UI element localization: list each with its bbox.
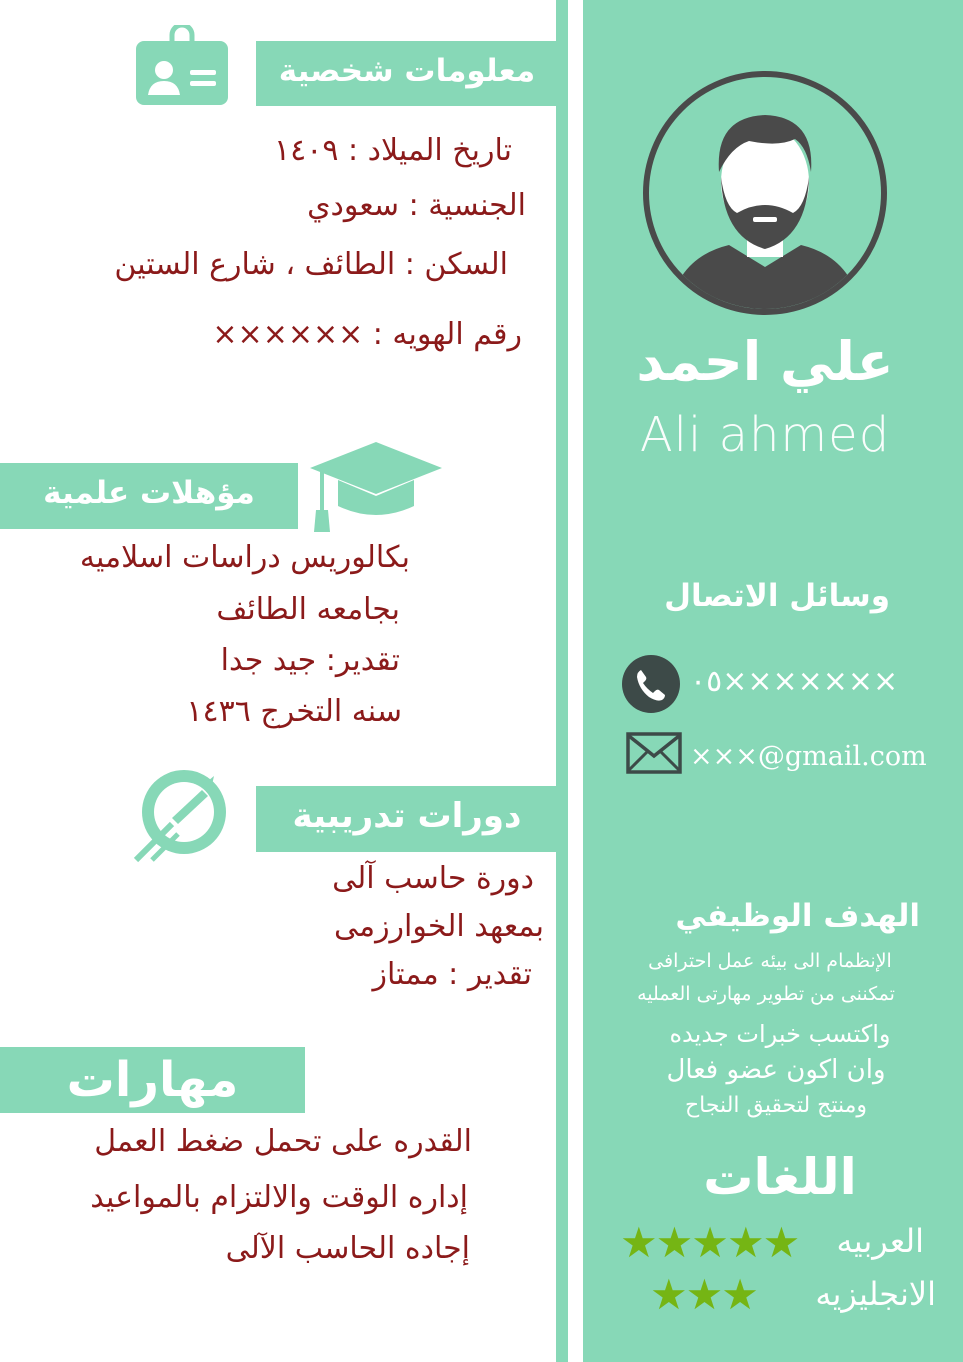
residence: السكن : الطائف ، شارع الستين: [114, 247, 508, 282]
goal-line: وان اكون عضو فعال: [666, 1055, 886, 1085]
goal-line: واكتسب خبرات جديده: [669, 1020, 891, 1048]
name-english: Ali ahmed: [639, 407, 891, 463]
goal-line: الإنظمام الى بيئه عمل احترافى: [648, 950, 892, 972]
goal-heading: الهدف الوظيفي: [675, 898, 920, 934]
id-number: رقم الهويه : ××××××: [212, 317, 522, 352]
contact-heading: وسائل الاتصال: [664, 578, 890, 614]
course-line: دورة حاسب آلى: [332, 861, 534, 896]
skill-line: إداره الوقت والالتزام بالمواعيد: [90, 1180, 468, 1215]
qualification-line: سنه التخرج ١٤٣٦: [186, 694, 402, 729]
skills-heading: مهارات: [0, 1047, 305, 1113]
birth-date: تاريخ الميلاد : ١٤٠٩: [274, 133, 512, 168]
mail-icon: [626, 732, 682, 774]
id-card-icon: [136, 25, 228, 105]
courses-heading: دورات تدريبية: [256, 786, 558, 852]
rating-stars-english: ★★★: [650, 1270, 757, 1319]
phone-number[interactable]: ٠٥×××××××: [690, 664, 899, 699]
email-address[interactable]: ×××@gmail.com: [690, 741, 927, 772]
course-line: تقدير : ممتاز: [372, 957, 532, 992]
avatar: [643, 71, 887, 315]
qualifications-heading: مؤهلات علمية: [0, 463, 298, 529]
language-arabic: العربيه: [836, 1222, 924, 1260]
qualification-line: بكالوريس دراسات اسلاميه: [79, 540, 410, 575]
qualification-line: بجامعه الطائف: [216, 592, 400, 627]
goal-line: تمكننى من تطوير مهارتى العمليه: [637, 983, 895, 1005]
course-line: بمعهد الخوارزمى: [334, 909, 544, 944]
skill-line: إجاده الحاسب الآلى: [225, 1231, 470, 1266]
rating-stars-arabic: ★★★★★: [620, 1218, 799, 1267]
qualification-line: تقدير: جيد جدا: [220, 643, 400, 678]
personal-info-heading: معلومات شخصية: [256, 41, 558, 106]
phone-icon: [622, 655, 680, 713]
rocket-pencil-icon: [132, 766, 230, 864]
nationality: الجنسية : سعودي: [307, 188, 526, 223]
name-arabic: علي احمد: [636, 330, 894, 393]
goal-line: ومنتج لتحقيق النجاح: [684, 1093, 868, 1118]
graduation-cap-icon: [308, 440, 444, 536]
language-english: الانجليزيه: [815, 1275, 936, 1313]
avatar-person-icon: [649, 77, 881, 309]
languages-heading: اللغات: [703, 1148, 857, 1206]
divider-bar: [556, 0, 568, 1362]
skill-line: القدره على تحمل ضغط العمل: [94, 1124, 472, 1159]
